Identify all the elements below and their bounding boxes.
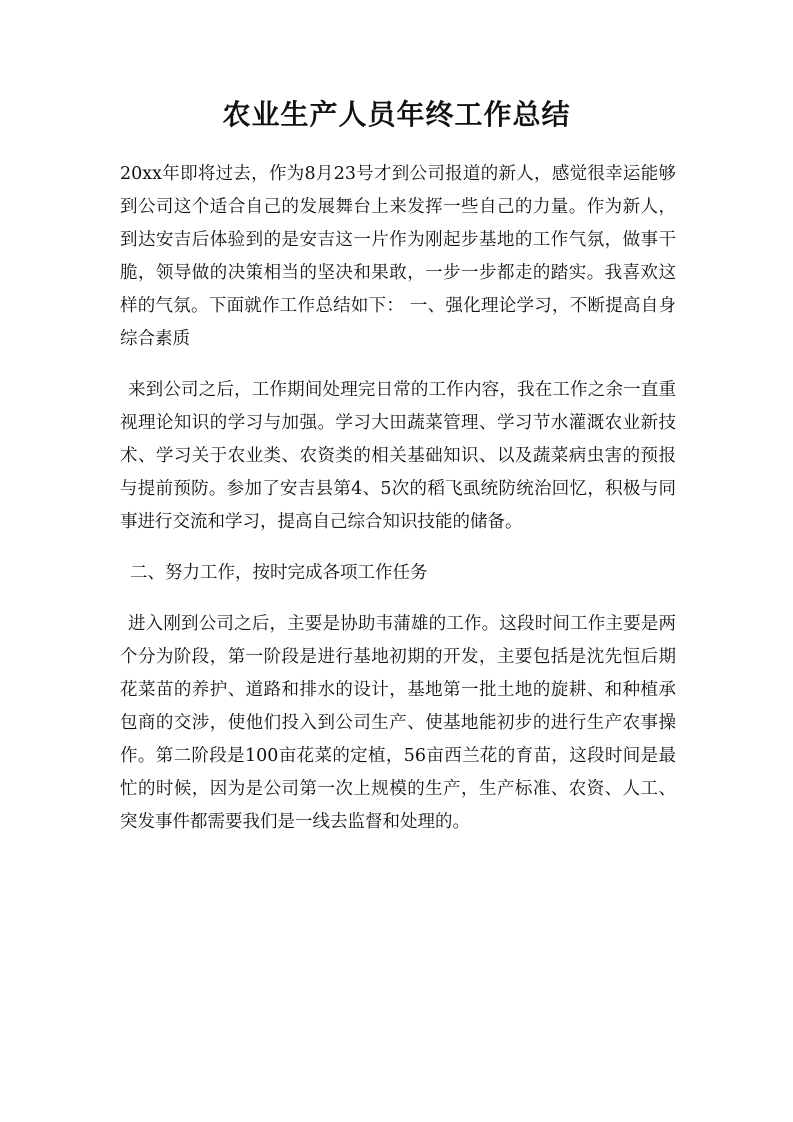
paragraph-intro: 20xx年即将过去，作为8月23号才到公司报道的新人，感觉很幸运能够到公司这个适合自己的发展舞台上来发挥一些自己的力量。作为新人，到达安吉后体验到的是安吉这一片作为刚起步基地的工作气氛，做事干脆，领导做的决策相当的坚决和果敢，一步一步都走的踏实。我喜欢这样的气氛。下面就作工作总结如下： 一、强化理论学习，不断提高自身综合素质 xyxy=(120,164,676,349)
paragraph-study: 来到公司之后，工作期间处理完日常的工作内容，我在工作之余一直重视理论知识的学习与加强。学习大田蔬菜管理、学习节水灌溉农业新技术、学习关于农业类、农资类的相关基础知识、以及蔬菜病虫害的预报与提前预防。参加了安吉县第4、5次的稻飞虱统防统治回忆，积极与同事进行交流和学习，提高自己综合知识技能的储备。 xyxy=(120,380,676,532)
document-body xyxy=(120,158,676,857)
section-heading-work: 二、努力工作，按时完成各项工作任务 xyxy=(130,563,428,583)
paragraph-work: 进入刚到公司之后，主要是协助韦蒲雄的工作。这段时间工作主要是两个分为阶段，第一阶段是进行基地初期的开发，主要包括是沈先恒后期花菜苗的养护、道路和排水的设计，基地第一批土地的旋耕、和种植承包商的交涉，使他们投入到公司生产、使基地能初步的进行生产农事操作。第二阶段是100亩花菜的定植，56亩西兰花的育苗，这段时间是最忙的时候，因为是公司第一次上规模的生产，生产标准、农资、人工、突发事件都需要我们是一线去监督和处理的。 xyxy=(120,614,676,832)
document-title: 农业生产人员年终工作总结 xyxy=(222,98,571,131)
